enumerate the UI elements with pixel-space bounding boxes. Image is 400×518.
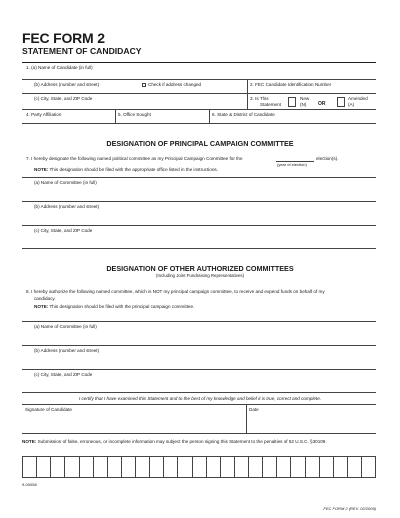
- office-use-box: [51, 457, 65, 477]
- rule: [22, 392, 376, 393]
- candidate-id-label: 2. FEC Candidate Identification Number: [250, 82, 332, 87]
- divider: [247, 93, 248, 109]
- office-use-box: [108, 457, 122, 477]
- divider: [115, 109, 116, 123]
- office-use-box: [193, 457, 207, 477]
- office-use-box: [23, 457, 37, 477]
- office-use-box: [221, 457, 235, 477]
- office-use-box: [164, 457, 178, 477]
- office-use-box: [136, 457, 150, 477]
- office-use-box: [207, 457, 221, 477]
- footer-revision: FEC FORM 2 (REV. 02/2009): [323, 506, 376, 511]
- rule: [22, 109, 376, 110]
- form-subtitle: STATEMENT OF CANDIDACY: [22, 46, 142, 56]
- principal-address-label: (b) Address (number and street): [34, 204, 100, 209]
- rule: [22, 177, 376, 178]
- signature-label: Signature of Candidate: [25, 407, 72, 412]
- other-city-label: (c) City, State, and ZIP Code: [34, 372, 93, 377]
- office-use-box: [178, 457, 192, 477]
- address-changed-label: Check if address changed: [148, 82, 202, 87]
- election-suffix: election(s).: [316, 156, 339, 161]
- office-use-box: [362, 457, 376, 477]
- amended-checkbox[interactable]: [337, 97, 345, 107]
- new-label: New: [300, 96, 310, 101]
- certification-text: I certify that I have examined this Statement and to the best of my knowledge and belief it is true, correct and complete.: [78, 396, 322, 401]
- office-use-box: [348, 457, 362, 477]
- rule: [22, 248, 376, 249]
- other-committees-heading: DESIGNATION OF OTHER AUTHORIZED COMMITTEES: [106, 264, 294, 273]
- office-use-box: [94, 457, 108, 477]
- office-use-box: [37, 457, 51, 477]
- year-of-election-note: (year of election): [277, 162, 307, 167]
- office-use-boxes: [22, 456, 376, 478]
- divider: [247, 79, 248, 93]
- statement-8-line2: candidacy.: [34, 296, 56, 301]
- statement-label-2: Statement: [260, 102, 281, 107]
- candidate-city-label: (c) City, State, and ZIP Code: [34, 96, 93, 101]
- office-use-box: [150, 457, 164, 477]
- address-changed-checkbox[interactable]: [142, 83, 146, 87]
- rule: [22, 201, 376, 202]
- office-use-box: [249, 457, 263, 477]
- top-rule: [22, 62, 376, 63]
- office-use-box: [263, 457, 277, 477]
- penalty-note: NOTE: Submission of false, erroneous, or incomplete information may subject the person signing this Statement to the penalties of 52 U.S.C. §30109.: [22, 439, 327, 444]
- other-address-label: (b) Address (number and street): [34, 348, 100, 353]
- office-use-box: [277, 457, 291, 477]
- office-use-box: [65, 457, 79, 477]
- rule: [22, 345, 376, 346]
- office-use-box: [235, 457, 249, 477]
- candidate-name-label: 1. (a) Name of Candidate (in full): [26, 65, 93, 70]
- amended-label: Amended: [348, 96, 368, 101]
- rule: [22, 123, 376, 124]
- other-note: NOTE: This designation should be filed with the principal campaign committee.: [34, 304, 195, 309]
- new-checkbox[interactable]: [288, 97, 296, 107]
- statement-label-1: 3. Is This: [250, 96, 269, 101]
- office-use-box: [306, 457, 320, 477]
- rule: [22, 225, 376, 226]
- new-code: (N): [300, 102, 307, 107]
- office-use-box: [334, 457, 348, 477]
- principal-city-label: (c) City, State, and ZIP Code: [34, 228, 93, 233]
- rule: [22, 79, 376, 80]
- office-use-box: [122, 457, 136, 477]
- rule: [22, 93, 376, 94]
- state-district-label: 6. State & District of Candidate: [212, 112, 275, 117]
- divider: [209, 109, 210, 123]
- office-sought-label: 5. Office Sought: [118, 112, 151, 117]
- statement-8-line1: 8. I hereby authorize the following named committee, which is NOT my principal campaign committee, to receive and expend funds on behalf of my: [26, 289, 325, 294]
- principal-name-label: (a) Name of Committee (in full): [34, 180, 97, 185]
- rule: [22, 321, 376, 322]
- rule: [22, 369, 376, 370]
- form-title: FEC FORM 2: [22, 30, 105, 46]
- footer-code: 9-00058: [22, 482, 37, 487]
- date-label: Date: [249, 407, 259, 412]
- divider: [246, 404, 247, 433]
- office-use-box: [291, 457, 305, 477]
- candidate-address-label: (b) Address (number and street): [34, 82, 100, 87]
- party-affiliation-label: 4. Party Affiliation: [26, 112, 62, 117]
- or-label: OR: [318, 101, 326, 107]
- other-committees-subheading: (Including Joint Fundraising Representatives): [155, 273, 245, 278]
- other-name-label: (a) Name of Committee (in full): [34, 324, 97, 329]
- office-use-box: [320, 457, 334, 477]
- rule: [22, 404, 376, 405]
- principal-committee-heading: DESIGNATION OF PRINCIPAL CAMPAIGN COMMITTEE: [106, 139, 294, 148]
- rule: [22, 433, 376, 434]
- statement-7: 7. I hereby designate the following named political committee as my Principal Campaign Committee for the: [26, 156, 243, 161]
- office-use-box: [80, 457, 94, 477]
- principal-note: NOTE: This designation should be filed with the appropriate office listed in the instructions.: [34, 167, 218, 172]
- amended-code: (A): [348, 102, 355, 107]
